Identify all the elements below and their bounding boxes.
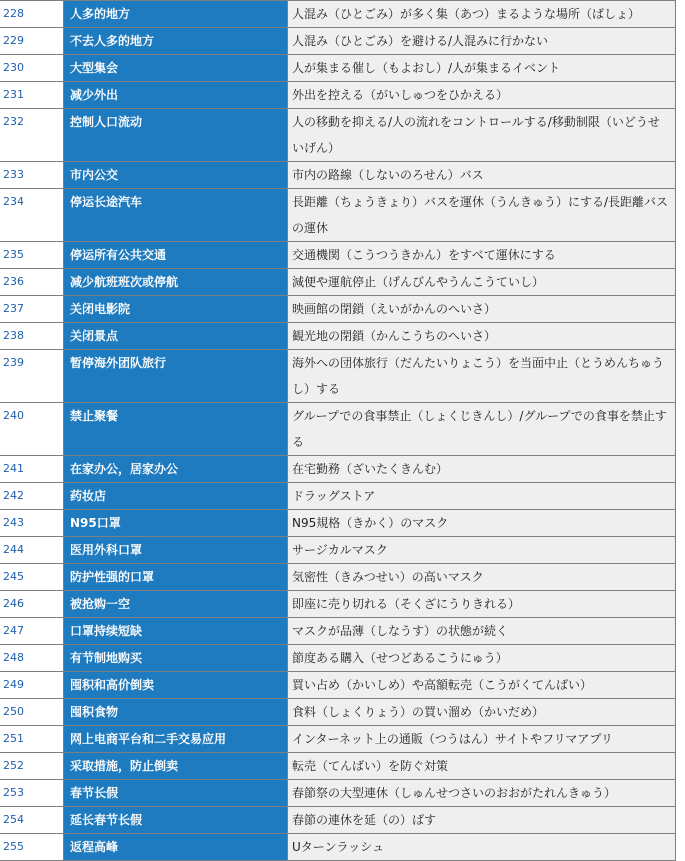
row-number: 248	[0, 645, 64, 672]
table-row	[0, 296, 676, 323]
japanese-term: 節度ある購入（せつどあるこうにゅう）	[288, 645, 676, 672]
table-row	[0, 780, 676, 807]
japanese-term: 人が集まる催し（もよおし）/人が集まるイベント	[288, 55, 676, 82]
row-number: 230	[0, 55, 64, 82]
chinese-term: 减少航班班次或停航	[64, 269, 288, 296]
table-row	[0, 82, 676, 109]
row-number: 245	[0, 564, 64, 591]
chinese-term: 市内公交	[64, 162, 288, 189]
table-row	[0, 483, 676, 510]
japanese-term: 観光地の閉鎖（かんこうちのへいさ）	[288, 323, 676, 350]
row-number: 238	[0, 323, 64, 350]
japanese-term: 人の移動を抑える/人の流れをコントロールする/移動制限（いどうせいげん）	[288, 109, 676, 162]
chinese-term: 控制人口流动	[64, 109, 288, 162]
row-number: 255	[0, 834, 64, 861]
table-row	[0, 537, 676, 564]
row-number: 239	[0, 350, 64, 403]
row-number: 235	[0, 242, 64, 269]
chinese-term: 囤积和高价倒卖	[64, 672, 288, 699]
row-number: 240	[0, 403, 64, 456]
japanese-term: N95規格（きかく）のマスク	[288, 510, 676, 537]
japanese-term: 人混み（ひとごみ）が多く集（あつ）まるような場所（ばしょ）	[288, 1, 676, 28]
row-number: 237	[0, 296, 64, 323]
row-number: 252	[0, 753, 64, 780]
japanese-term: マスクが品薄（しなうす）の状態が続く	[288, 618, 676, 645]
table-row	[0, 189, 676, 242]
table-row	[0, 726, 676, 753]
chinese-term: 被抢购一空	[64, 591, 288, 618]
row-number: 244	[0, 537, 64, 564]
table-row	[0, 1, 676, 28]
vocab-table-body	[0, 1, 676, 861]
table-row	[0, 323, 676, 350]
chinese-term: 医用外科口罩	[64, 537, 288, 564]
row-number: 249	[0, 672, 64, 699]
chinese-term: 有节制地购买	[64, 645, 288, 672]
japanese-term: 映画館の閉鎖（えいがかんのへいさ）	[288, 296, 676, 323]
japanese-term: 買い占め（かいしめ）や高額転売（こうがくてんばい）	[288, 672, 676, 699]
row-number: 254	[0, 807, 64, 834]
chinese-term: N95口罩	[64, 510, 288, 537]
row-number: 233	[0, 162, 64, 189]
table-row	[0, 510, 676, 537]
japanese-term: 食料（しょくりょう）の買い溜め（かいだめ）	[288, 699, 676, 726]
japanese-term: 市内の路線（しないのろせん）バス	[288, 162, 676, 189]
row-number: 243	[0, 510, 64, 537]
chinese-term: 不去人多的地方	[64, 28, 288, 55]
japanese-term: グループでの食事禁止（しょくじきんし）/グループでの食事を禁止する	[288, 403, 676, 456]
chinese-term: 药妆店	[64, 483, 288, 510]
chinese-term: 防护性强的口罩	[64, 564, 288, 591]
row-number: 253	[0, 780, 64, 807]
row-number: 232	[0, 109, 64, 162]
japanese-term: 転売（てんばい）を防ぐ対策	[288, 753, 676, 780]
japanese-term: 減便や運航停止（げんびんやうんこうていし）	[288, 269, 676, 296]
chinese-term: 口罩持续短缺	[64, 618, 288, 645]
chinese-term: 大型集会	[64, 55, 288, 82]
table-row	[0, 645, 676, 672]
chinese-term: 返程高峰	[64, 834, 288, 861]
table-row	[0, 564, 676, 591]
row-number: 247	[0, 618, 64, 645]
chinese-term: 关闭景点	[64, 323, 288, 350]
chinese-term: 停运所有公共交通	[64, 242, 288, 269]
table-row	[0, 403, 676, 456]
table-row	[0, 699, 676, 726]
row-number: 250	[0, 699, 64, 726]
table-row	[0, 350, 676, 403]
chinese-term: 减少外出	[64, 82, 288, 109]
chinese-term: 囤积食物	[64, 699, 288, 726]
row-number: 229	[0, 28, 64, 55]
table-row	[0, 834, 676, 861]
chinese-term: 人多的地方	[64, 1, 288, 28]
table-row	[0, 591, 676, 618]
row-number: 246	[0, 591, 64, 618]
japanese-term: 交通機関（こうつうきかん）をすべて運休にする	[288, 242, 676, 269]
row-number: 242	[0, 483, 64, 510]
chinese-term: 关闭电影院	[64, 296, 288, 323]
table-row	[0, 618, 676, 645]
table-row	[0, 456, 676, 483]
table-row	[0, 672, 676, 699]
japanese-term: 春節の連休を延（の）ばす	[288, 807, 676, 834]
japanese-term: 長距離（ちょうきょり）バスを運休（うんきゅう）にする/長距離バスの運休	[288, 189, 676, 242]
japanese-term: 気密性（きみつせい）の高いマスク	[288, 564, 676, 591]
japanese-term: 即座に売り切れる（そくざにうりきれる）	[288, 591, 676, 618]
chinese-term: 在家办公，居家办公	[64, 456, 288, 483]
table-row	[0, 753, 676, 780]
chinese-term: 暂停海外团队旅行	[64, 350, 288, 403]
table-row	[0, 162, 676, 189]
chinese-term: 延长春节长假	[64, 807, 288, 834]
chinese-term: 网上电商平台和二手交易应用	[64, 726, 288, 753]
row-number: 236	[0, 269, 64, 296]
chinese-term: 停运长途汽车	[64, 189, 288, 242]
row-number: 251	[0, 726, 64, 753]
japanese-term: インターネット上の通販（つうはん）サイトやフリマアプリ	[288, 726, 676, 753]
table-row	[0, 242, 676, 269]
table-row	[0, 807, 676, 834]
table-row	[0, 28, 676, 55]
row-number: 234	[0, 189, 64, 242]
japanese-term: 春節祭の大型連休（しゅんせつさいのおおがたれんきゅう）	[288, 780, 676, 807]
japanese-term: 在宅勤務（ざいたくきんむ）	[288, 456, 676, 483]
japanese-term: Uターンラッシュ	[288, 834, 676, 861]
japanese-term: 人混み（ひとごみ）を避ける/人混みに行かない	[288, 28, 676, 55]
chinese-term: 春节长假	[64, 780, 288, 807]
table-row	[0, 55, 676, 82]
table-row	[0, 109, 676, 162]
row-number: 241	[0, 456, 64, 483]
japanese-term: 海外への団体旅行（だんたいりょこう）を当面中止（とうめんちゅうし）する	[288, 350, 676, 403]
japanese-term: サージカルマスク	[288, 537, 676, 564]
table-row	[0, 269, 676, 296]
chinese-term: 禁止聚餐	[64, 403, 288, 456]
row-number: 228	[0, 1, 64, 28]
row-number: 231	[0, 82, 64, 109]
japanese-term: 外出を控える（がいしゅつをひかえる）	[288, 82, 676, 109]
japanese-term: ドラッグストア	[288, 483, 676, 510]
chinese-term: 采取措施，防止倒卖	[64, 753, 288, 780]
